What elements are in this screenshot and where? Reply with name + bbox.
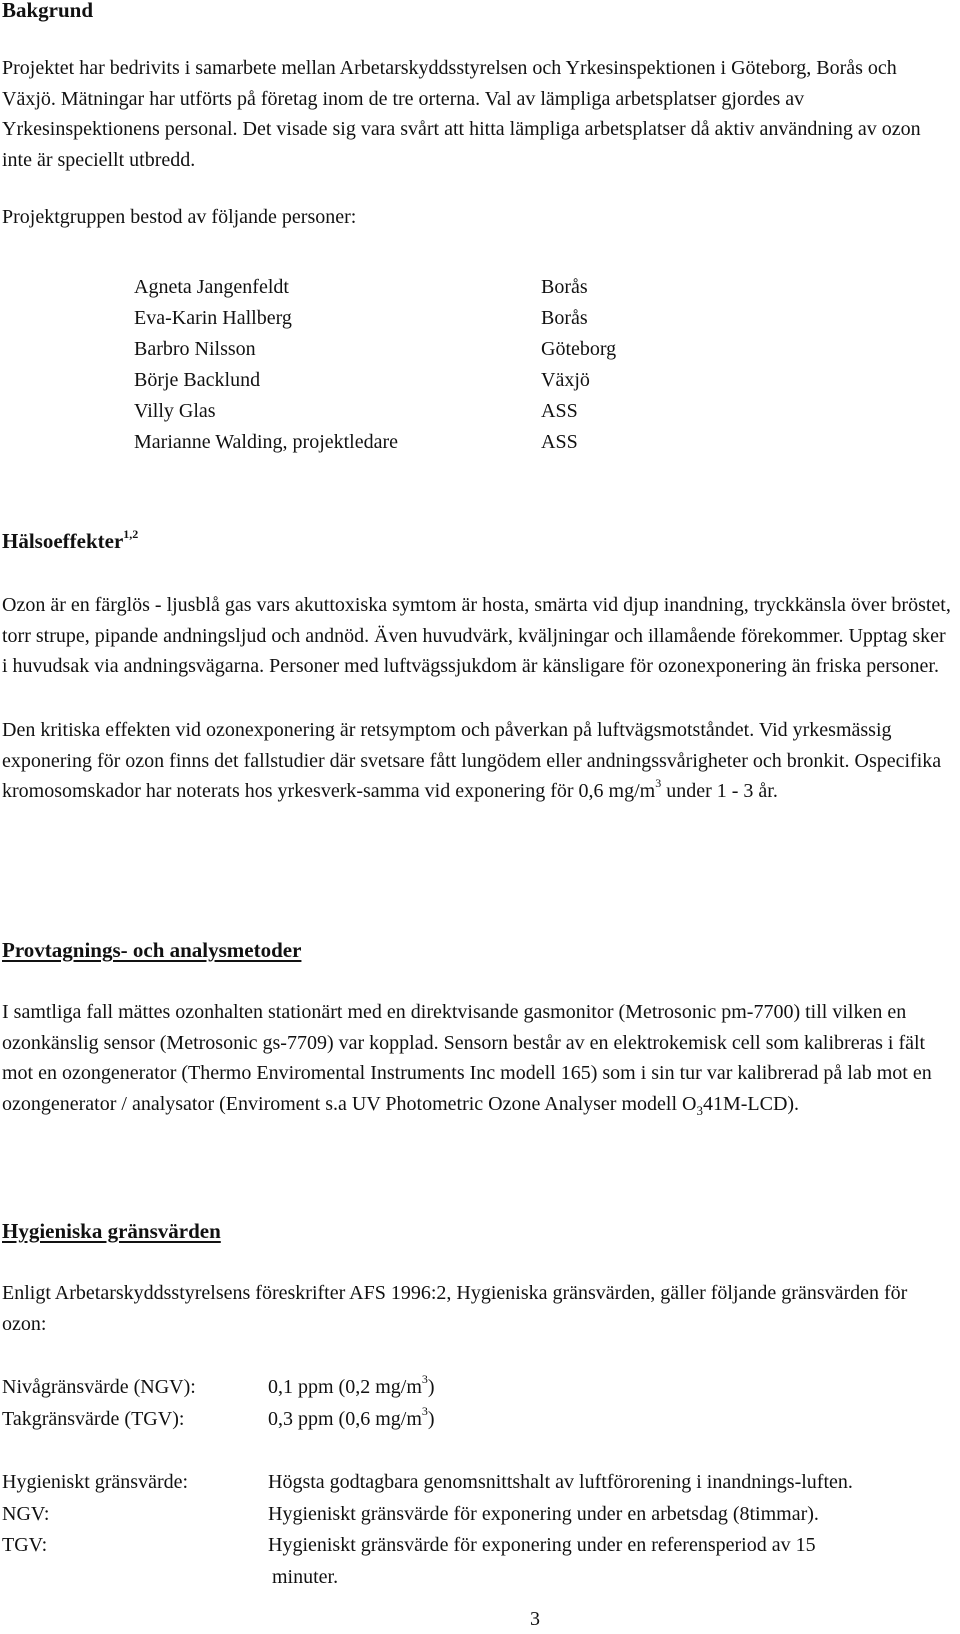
heading-halsoeffekter-text: Hälsoeffekter xyxy=(2,529,124,553)
definition-term: TGV: xyxy=(2,1534,48,1556)
member-name: Marianne Walding, projektledare xyxy=(134,431,399,453)
member-city: ASS xyxy=(541,431,578,453)
limit-value xyxy=(268,1404,435,1434)
heading-reference-sup: 1,2 xyxy=(123,527,139,541)
definition-text: Hygieniskt gränsvärde för exponering under en arbetsdag (8timmar). xyxy=(268,1503,819,1525)
member-name: Börje Backlund xyxy=(134,369,261,391)
definition-term: Hygieniskt gränsvärde: xyxy=(2,1471,189,1493)
member-name: Eva-Karin Hallberg xyxy=(134,307,292,329)
heading-provtagning: Provtagnings- och analysmetoder xyxy=(2,938,302,962)
definition-text: Hygieniskt gränsvärde för exponering under en referensperiod av 15 xyxy=(268,1534,816,1556)
heading-bakgrund: Bakgrund xyxy=(2,0,94,22)
definition-term: NGV: xyxy=(2,1503,50,1525)
heading-halsoeffekter xyxy=(2,526,138,556)
halso-paragraph-2-text: Den kritiska effekten vid ozonexponering är retsymptom och påverkan på luftvägsmotståndet. Vid yrkesmässig exponering för ozon finns det fallstudier där svetsare fått lungödem eller andningssvårigheter och bronkit. Ospecifika kromosomskador har noterats hos yrkesverk-samma vid exponering för 0,6 mg/m xyxy=(2,719,942,802)
unit-superscript: 3 xyxy=(421,1372,428,1387)
halso-paragraph-1: Ozon är en färglös - ljusblå gas vars akuttoxiska symtom är hosta, smärta vid djup inandning, tryckkänsla över bröstet, torr strupe, pipande andningsljud och andnöd. Även huvudvärk, kväljningar och illamående förekommer. Upptag sker i huvudsak via andningsvägarna. Personer med luftvägssjukdom är känsligare för ozonexponering än friska personer. xyxy=(2,594,951,677)
bakgrund-paragraph: Projektet har bedrivits i samarbete mellan Arbetarskyddsstyrelsen och Yrkesinspektionen i Göteborg, Borås och Växjö. Mätningar har utförts på företag inom de tre orterna. Val av lämpliga arbetsplatser gjordes av Yrkesinspektionens personal. Det visade sig vara svårt att hitta lämpliga arbetsplatser då aktiv användning av ozon inte är speciellt utbredd. xyxy=(2,57,921,171)
provtagning-paragraph-text: I samtliga fall mättes ozonhalten stationärt med en direktvisande gasmonitor (Metrosonic pm-7700) till vilken en ozonkänslig sensor (Metrosonic gs-7709) var kopplad. Sensorn består av en elektrokemisk cell som kalibreras i fält mot en ozongenerator (Thermo Enviromental Instruments Inc modell 165) som i sin tur var kalibrerad på lab mot en ozongenerator / analysator (Enviroment s.a UV Photometric Ozone Analyser modell O xyxy=(2,1001,932,1115)
member-city: Borås xyxy=(541,276,588,298)
hygien-paragraph: Enligt Arbetarskyddsstyrelsens föreskrifter AFS 1996:2, Hygieniska gränsvärden, gäller följande gränsvärden för ozon: xyxy=(2,1282,908,1335)
halso-paragraph-2-end: under 1 - 3 år. xyxy=(661,780,778,802)
limit-value xyxy=(268,1372,435,1402)
definition-continuation: minuter. xyxy=(272,1566,339,1588)
limit-value-text: 0,3 ppm (0,6 mg/m xyxy=(268,1408,422,1430)
member-city: Göteborg xyxy=(541,338,617,360)
member-city: Växjö xyxy=(541,369,590,391)
member-name: Agneta Jangenfeldt xyxy=(134,276,289,298)
provtagning-paragraph-end: 41M-LCD). xyxy=(702,1092,800,1115)
limit-value-close: ) xyxy=(427,1408,435,1430)
formula-subscript: 3 xyxy=(696,1102,703,1118)
member-name: Barbro Nilsson xyxy=(134,338,256,360)
limit-value-close: ) xyxy=(427,1376,435,1398)
limit-value-text: 0,1 ppm (0,2 mg/m xyxy=(268,1376,422,1398)
definition-text: Högsta godtagbara genomsnittshalt av luftförorening i inandnings-luften. xyxy=(268,1471,853,1493)
limit-label: Takgränsvärde (TGV): xyxy=(2,1408,185,1430)
unit-superscript: 3 xyxy=(421,1404,428,1419)
page-number: 3 xyxy=(530,1608,540,1630)
group-intro: Projektgruppen bestod av följande personer: xyxy=(2,206,357,228)
member-city: Borås xyxy=(541,307,588,329)
limit-label: Nivågränsvärde (NGV): xyxy=(2,1376,196,1398)
unit-superscript: 3 xyxy=(655,776,662,791)
heading-hygieniska: Hygieniska gränsvärden xyxy=(2,1219,221,1243)
member-city: ASS xyxy=(541,400,578,422)
member-name: Villy Glas xyxy=(134,400,216,422)
halso-paragraph-2 xyxy=(2,715,952,807)
provtagning-paragraph xyxy=(2,997,952,1119)
